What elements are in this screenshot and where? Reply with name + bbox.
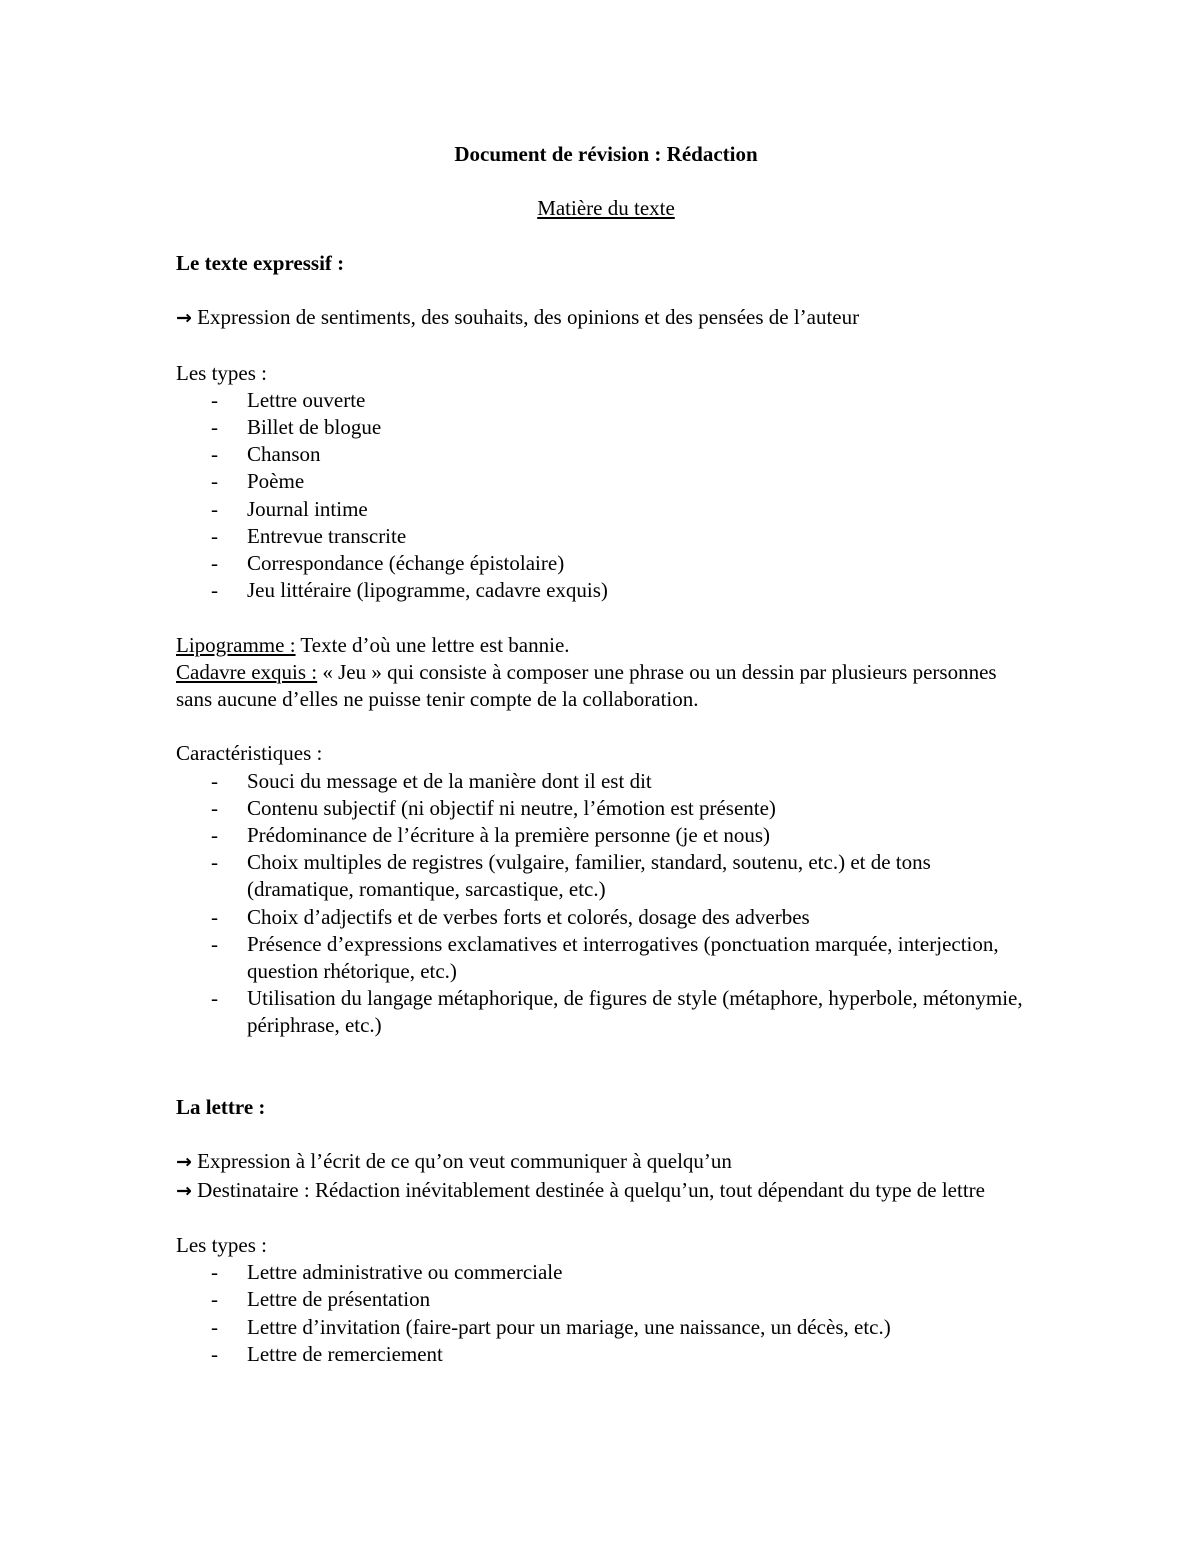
dash-bullet-icon: -: [211, 469, 218, 494]
dash-bullet-icon: -: [211, 904, 218, 929]
dash-bullet-icon: -: [211, 1260, 218, 1285]
list-item: - Journal intime: [211, 496, 1036, 523]
dash-bullet-icon: -: [211, 550, 218, 575]
list-item: - Choix d’adjectifs et de verbes forts et colorés, dosage des adverbes: [211, 904, 1036, 931]
section-heading-expressive: Le texte expressif :: [176, 250, 345, 275]
dash-bullet-icon: -: [211, 1341, 218, 1366]
definition-text: Texte d’où une lettre est bannie.: [295, 632, 570, 657]
arrow-line-recipient: [176, 1177, 1036, 1205]
dash-bullet-icon: -: [211, 578, 218, 603]
arrow-line-text: Destinataire : Rédaction inévitablement destinée à quelqu’un, tout dépendant du type de lettre: [197, 1177, 985, 1202]
types-label: Les types :: [176, 360, 267, 385]
list-item: - Lettre administrative ou commerciale: [211, 1259, 1036, 1286]
list-item: - Lettre ouverte: [211, 387, 1036, 414]
list-item: - Prédominance de l’écriture à la première personne (je et nous): [211, 822, 1036, 849]
list-item: - Présence d’expressions exclamatives et interrogatives (ponctuation marquée, interjection, question rhétorique, etc.): [211, 931, 999, 983]
document-subtitle: Matière du texte: [537, 196, 675, 221]
dash-bullet-icon: -: [211, 795, 218, 820]
list-item: - Lettre d’invitation (faire-part pour un mariage, une naissance, un décès, etc.): [211, 1314, 1036, 1341]
arrow-line-communicate: [176, 1148, 1036, 1176]
dash-bullet-icon: -: [211, 1287, 218, 1312]
list-item: - Jeu littéraire (lipogramme, cadavre exquis): [211, 577, 1036, 604]
types-list-letter: [176, 1259, 1036, 1368]
dash-bullet-icon: -: [211, 768, 218, 793]
arrow-right-icon: →: [176, 307, 192, 330]
definition-lipogramme: [176, 632, 1036, 659]
dash-bullet-icon: -: [211, 931, 218, 956]
arrow-right-icon: →: [176, 1151, 192, 1174]
list-item: - Lettre de remerciement: [211, 1341, 1036, 1368]
list-item: - Lettre de présentation: [211, 1286, 1036, 1313]
list-item: - Billet de blogue: [211, 414, 1036, 441]
dash-bullet-icon: -: [211, 1314, 218, 1339]
dash-bullet-icon: -: [211, 387, 218, 412]
arrow-line-expression: [176, 304, 1036, 332]
document-body: [176, 141, 1036, 1368]
definition-term: Lipogramme :: [176, 632, 296, 657]
list-item: - Utilisation du langage métaphorique, de figures de style (métaphore, hyperbole, métonymie, périphrase, etc.): [211, 986, 1023, 1038]
dash-bullet-icon: -: [211, 822, 218, 847]
types-list-expressive: [176, 387, 1036, 605]
dash-bullet-icon: -: [211, 442, 218, 467]
dash-bullet-icon: -: [211, 496, 218, 521]
definition-text: « Jeu » qui consiste à composer une phrase ou un dessin par plusieurs personnes sans aucune d’elles ne puisse tenir compte de la collaboration.: [176, 659, 997, 711]
features-label: Caractéristiques :: [176, 741, 323, 766]
dash-bullet-icon: -: [211, 986, 218, 1011]
list-item: - Souci du message et de la manière dont il est dit: [211, 768, 1036, 795]
features-list: [176, 768, 1036, 1040]
list-item: - Chanson: [211, 441, 1036, 468]
types-label: Les types :: [176, 1232, 267, 1257]
dash-bullet-icon: -: [211, 523, 218, 548]
arrow-right-icon: →: [176, 1179, 192, 1202]
section-heading-letter: La lettre :: [176, 1094, 266, 1119]
list-item: - Correspondance (échange épistolaire): [211, 550, 1036, 577]
document-title: Document de révision : Rédaction: [454, 142, 758, 166]
list-item: - Entrevue transcrite: [211, 523, 1036, 550]
dash-bullet-icon: -: [211, 414, 218, 439]
arrow-line-text: Expression de sentiments, des souhaits, des opinions et des pensées de l’auteur: [197, 305, 860, 330]
definition-cadavre-exquis: [176, 659, 1036, 713]
definition-term: Cadavre exquis :: [176, 659, 318, 684]
list-item: - Poème: [211, 468, 1036, 495]
arrow-line-text: Expression à l’écrit de ce qu’on veut communiquer à quelqu’un: [197, 1149, 732, 1174]
dash-bullet-icon: -: [211, 850, 218, 875]
list-item: - Contenu subjectif (ni objectif ni neutre, l’émotion est présente): [211, 795, 1036, 822]
list-item: - Choix multiples de registres (vulgaire, familier, standard, soutenu, etc.) et de tons (dramatique, romantique, sarcastique, etc.): [211, 850, 931, 902]
